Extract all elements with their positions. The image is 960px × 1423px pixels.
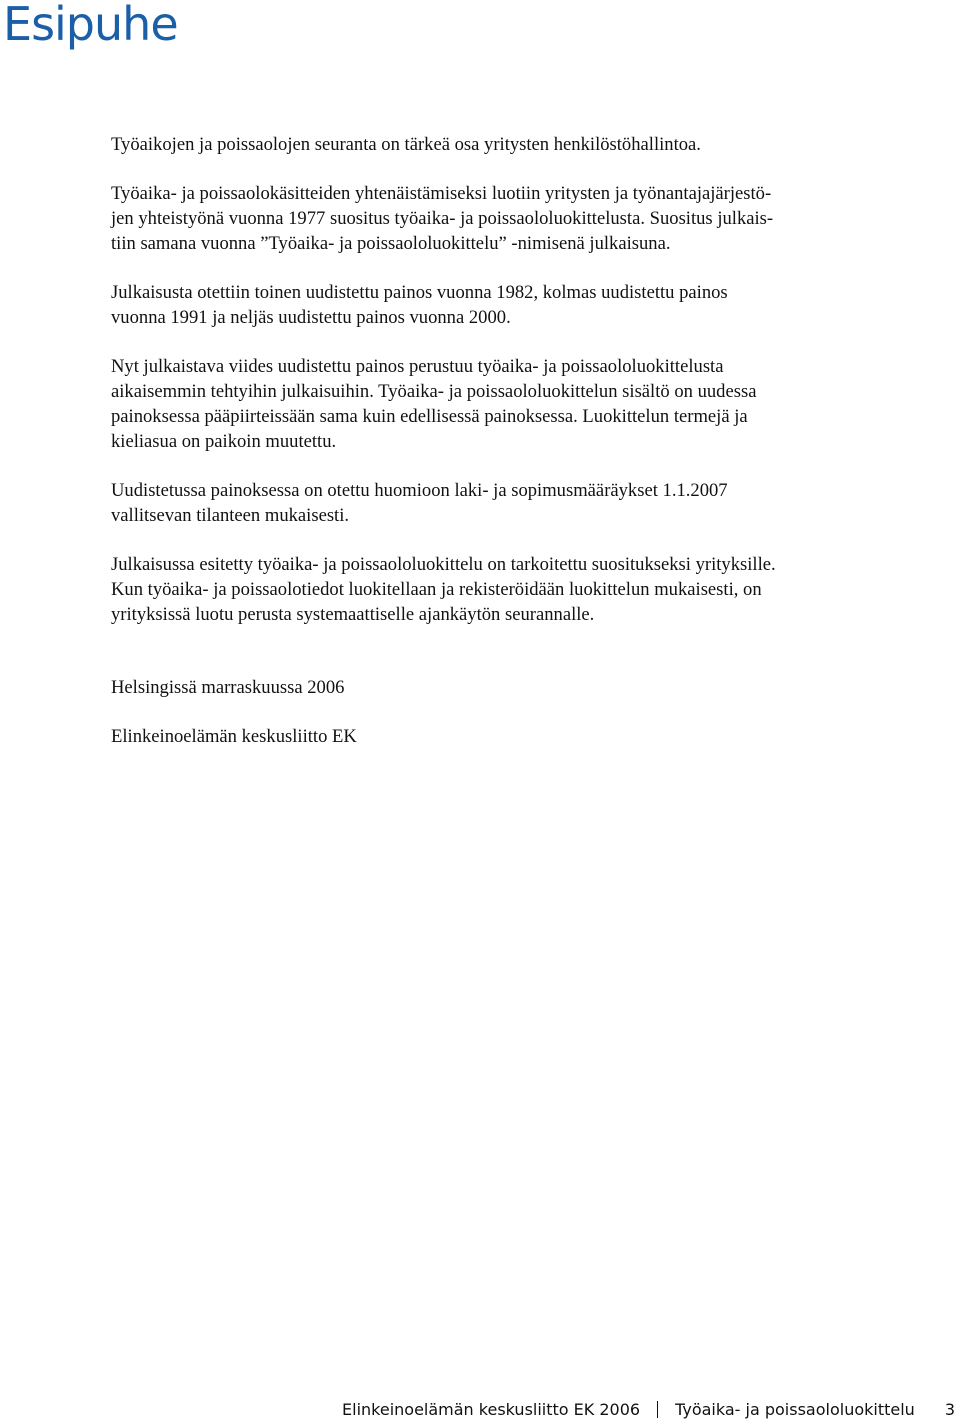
page-title: Esipuhe — [3, 0, 178, 51]
paragraph-4 — [111, 354, 851, 454]
footer-divider — [657, 1401, 658, 1418]
paragraph-5 — [111, 478, 851, 528]
place-date: Helsingissä marraskuussa 2006 — [111, 677, 345, 698]
paragraph-line: Kun työaika- ja poissaolotiedot luokitellaan ja rekisteröidään luokittelun mukaisesti, on — [111, 579, 762, 600]
paragraph-1 — [111, 132, 851, 157]
paragraph-line: yrityksissä luotu perusta systemaattiselle ajankäytön seurannalle. — [111, 604, 595, 625]
paragraph-line: Julkaisussa esitetty työaika- ja poissaololuokittelu on tarkoitettu suositukseksi yrityksille. — [111, 554, 776, 575]
page-number: 3 — [944, 1400, 955, 1419]
paragraph-line: jen yhteistyönä vuonna 1977 suositus työaika- ja poissaololuokittelusta. Suositus julkais- — [111, 208, 774, 229]
paragraph-line: Julkaisusta otettiin toinen uudistettu painos vuonna 1982, kolmas uudistettu painos — [111, 282, 728, 303]
paragraph-2 — [111, 181, 851, 256]
paragraph-line: tiin samana vuonna ”Työaika- ja poissaololuokittelu” -nimisenä julkaisuna. — [111, 233, 671, 254]
paragraph-line: kieliasua on paikoin muutettu. — [111, 431, 337, 452]
paragraph-line: painoksessa pääpiirteissään sama kuin edellisessä painoksessa. Luokittelun termejä ja — [111, 406, 748, 427]
paragraph-line: Nyt julkaistava viides uudistettu painos perustuu työaika- ja poissaololuokittelusta — [111, 356, 724, 377]
paragraph-line: Työaikojen ja poissaolojen seuranta on tärkeä osa yritysten henkilöstöhallintoa. — [111, 134, 701, 155]
paragraph-line: Työaika- ja poissaolokäsitteiden yhtenäistämiseksi luotiin yritysten ja työnantajajärjestö- — [111, 183, 772, 204]
paragraph-3 — [111, 280, 851, 330]
footer-publication-title: Työaika- ja poissaololuokittelu — [675, 1400, 915, 1419]
paragraph-6 — [111, 552, 851, 627]
paragraph-line: Uudistetussa painoksessa on otettu huomioon laki- ja sopimusmääräykset 1.1.2007 — [111, 480, 728, 501]
paragraph-line: vallitsevan tilanteen mukaisesti. — [111, 505, 350, 526]
page-footer — [342, 1399, 955, 1421]
footer-publisher: Elinkeinoelämän keskusliitto EK 2006 — [342, 1400, 641, 1419]
body-text — [111, 132, 851, 773]
paragraph-line: vuonna 1991 ja neljäs uudistettu painos vuonna 2000. — [111, 307, 511, 328]
paragraph-line: aikaisemmin tehtyihin julkaisuihin. Työaika- ja poissaololuokittelun sisältö on uudessa — [111, 381, 757, 402]
signature: Elinkeinoelämän keskusliitto EK — [111, 726, 357, 747]
